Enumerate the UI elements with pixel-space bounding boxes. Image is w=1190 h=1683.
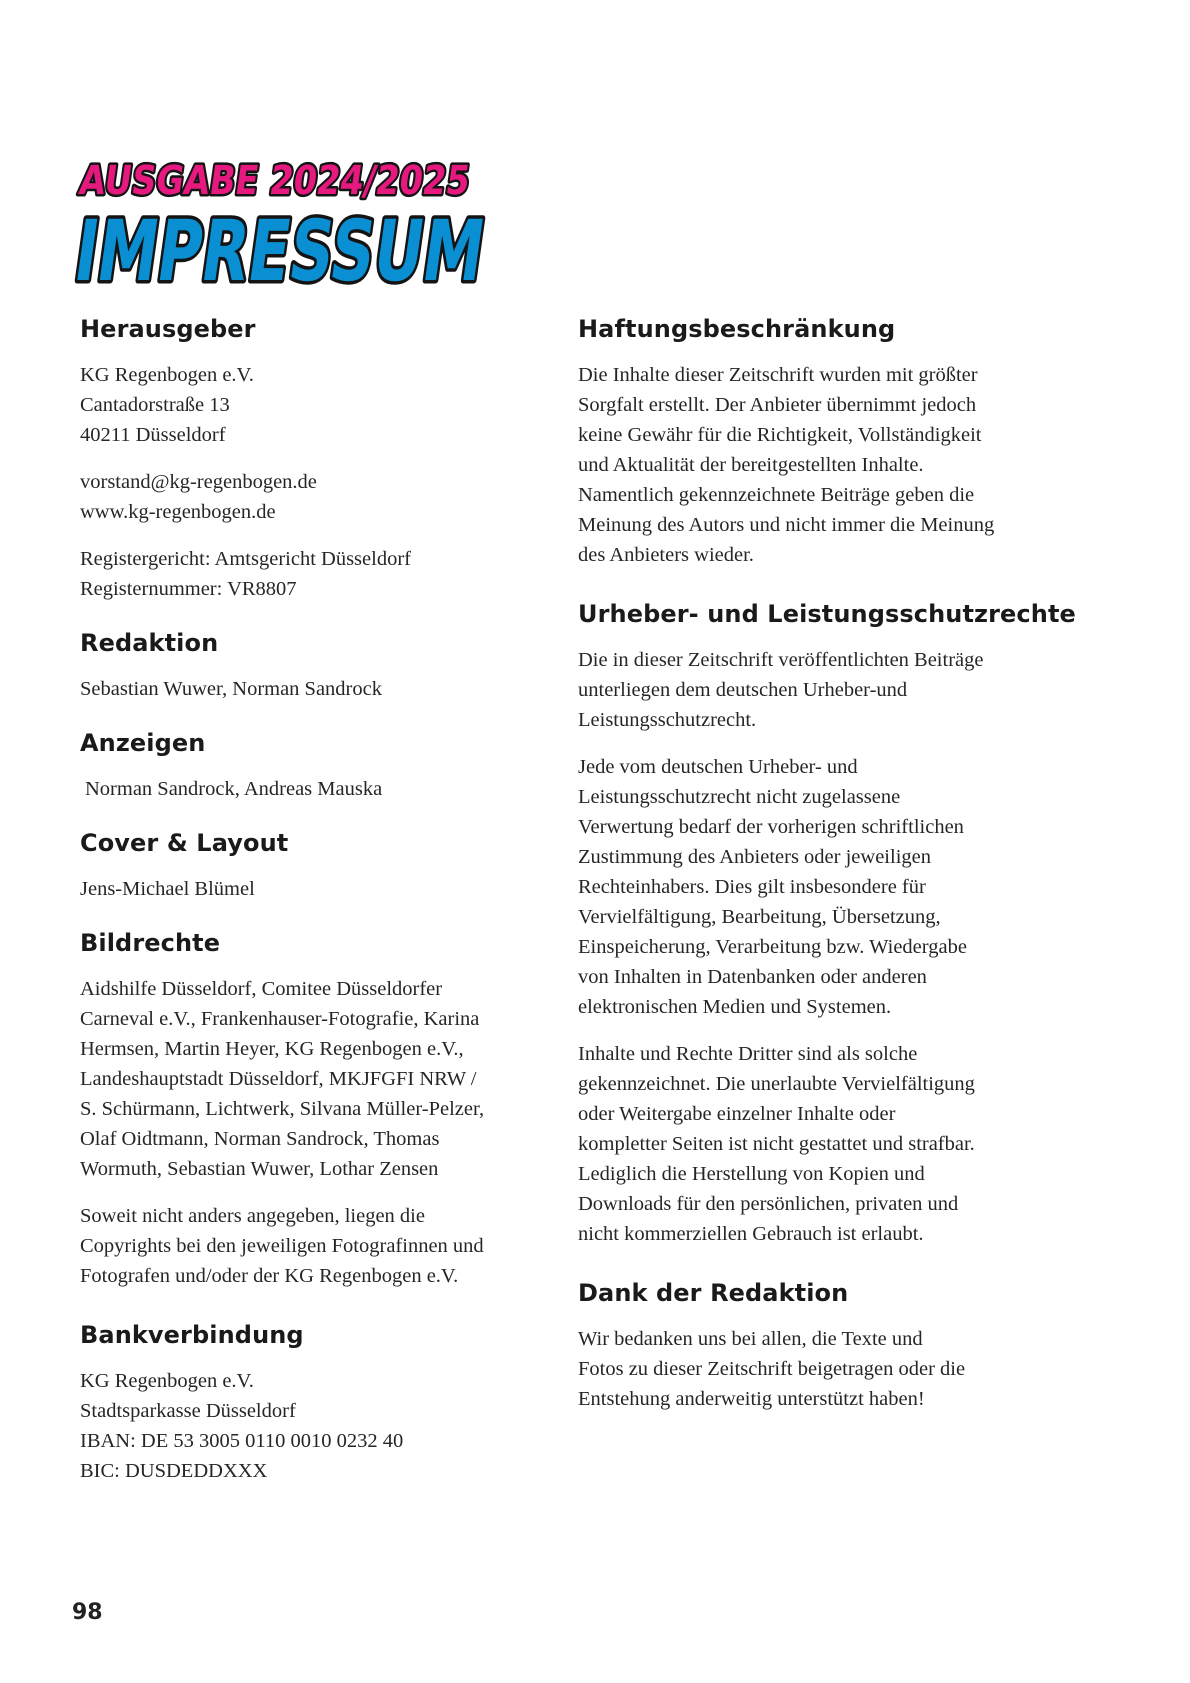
text-line: Copyrights bei den jeweiligen Fotografinnen und: [80, 1235, 484, 1257]
text-line: kompletter Seiten ist nicht gestattet und strafbar.: [578, 1133, 975, 1155]
right-column: [578, 315, 1078, 1444]
edition-label: AUSGABE 2024/2025: [76, 158, 547, 204]
masthead: [68, 150, 651, 300]
address-line: KG Regenbogen e.V.: [80, 364, 254, 386]
text-line: Fotografen und/oder der KG Regenbogen e.V.: [80, 1265, 459, 1287]
text-line: Lediglich die Herstellung von Kopien und: [578, 1163, 925, 1185]
urheber-paragraph-3: [578, 1039, 1078, 1249]
text-line: Rechteinhabers. Dies gilt insbesondere für: [578, 876, 926, 898]
bildrechte-credits: [80, 974, 550, 1184]
text-line: Olaf Oidtmann, Norman Sandrock, Thomas: [80, 1128, 440, 1150]
cover-layout-text: Jens-Michael Blümel: [80, 878, 255, 900]
haftung-text: [578, 360, 1078, 570]
text-line: Downloads für den persönlichen, privaten und: [578, 1193, 959, 1215]
section-bankverbindung: [80, 1321, 550, 1486]
text-line: Verwertung bedarf der vorherigen schriftlichen: [578, 816, 964, 838]
register-court: Registergericht: Amtsgericht Düsseldorf: [80, 548, 411, 570]
text-line: und Aktualität der bereitgestellten Inhalte.: [578, 454, 924, 476]
heading-haftung: Haftungsbeschränkung: [578, 315, 896, 343]
text-line: Soweit nicht anders angegeben, liegen die: [80, 1205, 425, 1227]
section-cover-layout: [80, 829, 550, 904]
text-line: unterliegen dem deutschen Urheber-und: [578, 679, 908, 701]
section-herausgeber: [80, 315, 550, 604]
text-line: Die Inhalte dieser Zeitschrift wurden mit größter: [578, 364, 978, 386]
publisher-address: [80, 360, 550, 450]
text-line: Vervielfältigung, Bearbeitung, Übersetzung,: [578, 906, 941, 928]
section-redaktion: [80, 629, 550, 704]
urheber-paragraph-1: [578, 645, 1078, 735]
dank-text: [578, 1324, 1078, 1414]
section-dank: [578, 1279, 1078, 1414]
text-line: S. Schürmann, Lichtwerk, Silvana Müller-Pelzer,: [80, 1098, 485, 1120]
heading-dank: Dank der Redaktion: [578, 1279, 849, 1307]
text-line: Die in dieser Zeitschrift veröffentlichten Beiträge: [578, 649, 984, 671]
heading-redaktion: Redaktion: [80, 629, 219, 657]
heading-herausgeber: Herausgeber: [80, 315, 256, 343]
page-number: 98: [72, 1600, 103, 1625]
masthead-logo: [68, 150, 651, 300]
heading-anzeigen: Anzeigen: [80, 729, 206, 757]
text-line: von Inhalten in Datenbanken oder anderen: [578, 966, 927, 988]
publisher-contact: [80, 467, 550, 527]
bank-iban: IBAN: DE 53 3005 0110 0010 0232 40: [80, 1430, 404, 1452]
text-line: Landeshauptstadt Düsseldorf, MKJFGFI NRW /: [80, 1068, 477, 1090]
text-line: Jede vom deutschen Urheber- und: [578, 756, 858, 778]
website-link[interactable]: www.kg-regenbogen.de: [80, 501, 276, 523]
heading-bildrechte: Bildrechte: [80, 929, 221, 957]
bank-details: [80, 1366, 550, 1486]
address-line: Cantadorstraße 13: [80, 394, 230, 416]
text-line: Aidshilfe Düsseldorf, Comitee Düsseldorfer: [80, 978, 443, 1000]
text-line: Wir bedanken uns bei allen, die Texte und: [578, 1328, 923, 1350]
text-line: Entstehung anderweitig unterstützt haben!: [578, 1388, 925, 1410]
section-bildrechte: [80, 929, 550, 1291]
register-number: Registernummer: VR8807: [80, 578, 297, 600]
text-line: Fotos zu dieser Zeitschrift beigetragen oder die: [578, 1358, 966, 1380]
publisher-register: [80, 544, 550, 604]
text-line: des Anbieters wieder.: [578, 544, 754, 566]
text-line: Hermsen, Martin Heyer, KG Regenbogen e.V.,: [80, 1038, 464, 1060]
text-line: Leistungsschutzrecht nicht zugelassene: [578, 786, 901, 808]
section-urheber: [578, 600, 1078, 1249]
address-line: 40211 Düsseldorf: [80, 424, 226, 446]
text-line: keine Gewähr für die Richtigkeit, Vollständigkeit: [578, 424, 982, 446]
text-line: Wormuth, Sebastian Wuwer, Lothar Zensen: [80, 1158, 439, 1180]
text-line: Meinung des Autors und nicht immer die Meinung: [578, 514, 995, 536]
text-line: Zustimmung des Anbieters oder jeweiligen: [578, 846, 931, 868]
section-haftung: [578, 315, 1078, 570]
bank-name: Stadtsparkasse Düsseldorf: [80, 1400, 296, 1422]
text-line: Inhalte und Rechte Dritter sind als solche: [578, 1043, 918, 1065]
text-line: Leistungsschutzrecht.: [578, 709, 757, 731]
urheber-paragraph-2: [578, 752, 1078, 1022]
left-column: [80, 315, 550, 1516]
bank-bic: BIC: DUSDEDDXXX: [80, 1460, 268, 1482]
bank-account-holder: KG Regenbogen e.V.: [80, 1370, 254, 1392]
heading-urheber: Urheber- und Leistungsschutzrechte: [578, 600, 1076, 628]
email-link[interactable]: vorstand@kg-regenbogen.de: [80, 471, 317, 493]
text-line: Einspeicherung, Verarbeitung bzw. Wiedergabe: [578, 936, 967, 958]
text-line: elektronischen Medien und Systemen.: [578, 996, 892, 1018]
text-line: oder Weitergabe einzelner Inhalte oder: [578, 1103, 896, 1125]
text-line: Sorgfalt erstellt. Der Anbieter übernimmt jedoch: [578, 394, 977, 416]
anzeigen-text: Norman Sandrock, Andreas Mauska: [85, 778, 383, 800]
text-line: Carneval e.V., Frankenhauser-Fotografie, Karina: [80, 1008, 480, 1030]
text-line: Namentlich gekennzeichnete Beiträge geben die: [578, 484, 975, 506]
page-title: IMPRESSUM: [68, 202, 651, 300]
section-anzeigen: [80, 729, 550, 804]
text-line: nicht kommerziellen Gebrauch ist erlaubt.: [578, 1223, 924, 1245]
redaktion-text: Sebastian Wuwer, Norman Sandrock: [80, 678, 382, 700]
heading-cover-layout: Cover & Layout: [80, 829, 289, 857]
heading-bankverbindung: Bankverbindung: [80, 1321, 304, 1349]
text-line: gekennzeichnet. Die unerlaubte Vervielfältigung: [578, 1073, 975, 1095]
bildrechte-note: [80, 1201, 550, 1291]
